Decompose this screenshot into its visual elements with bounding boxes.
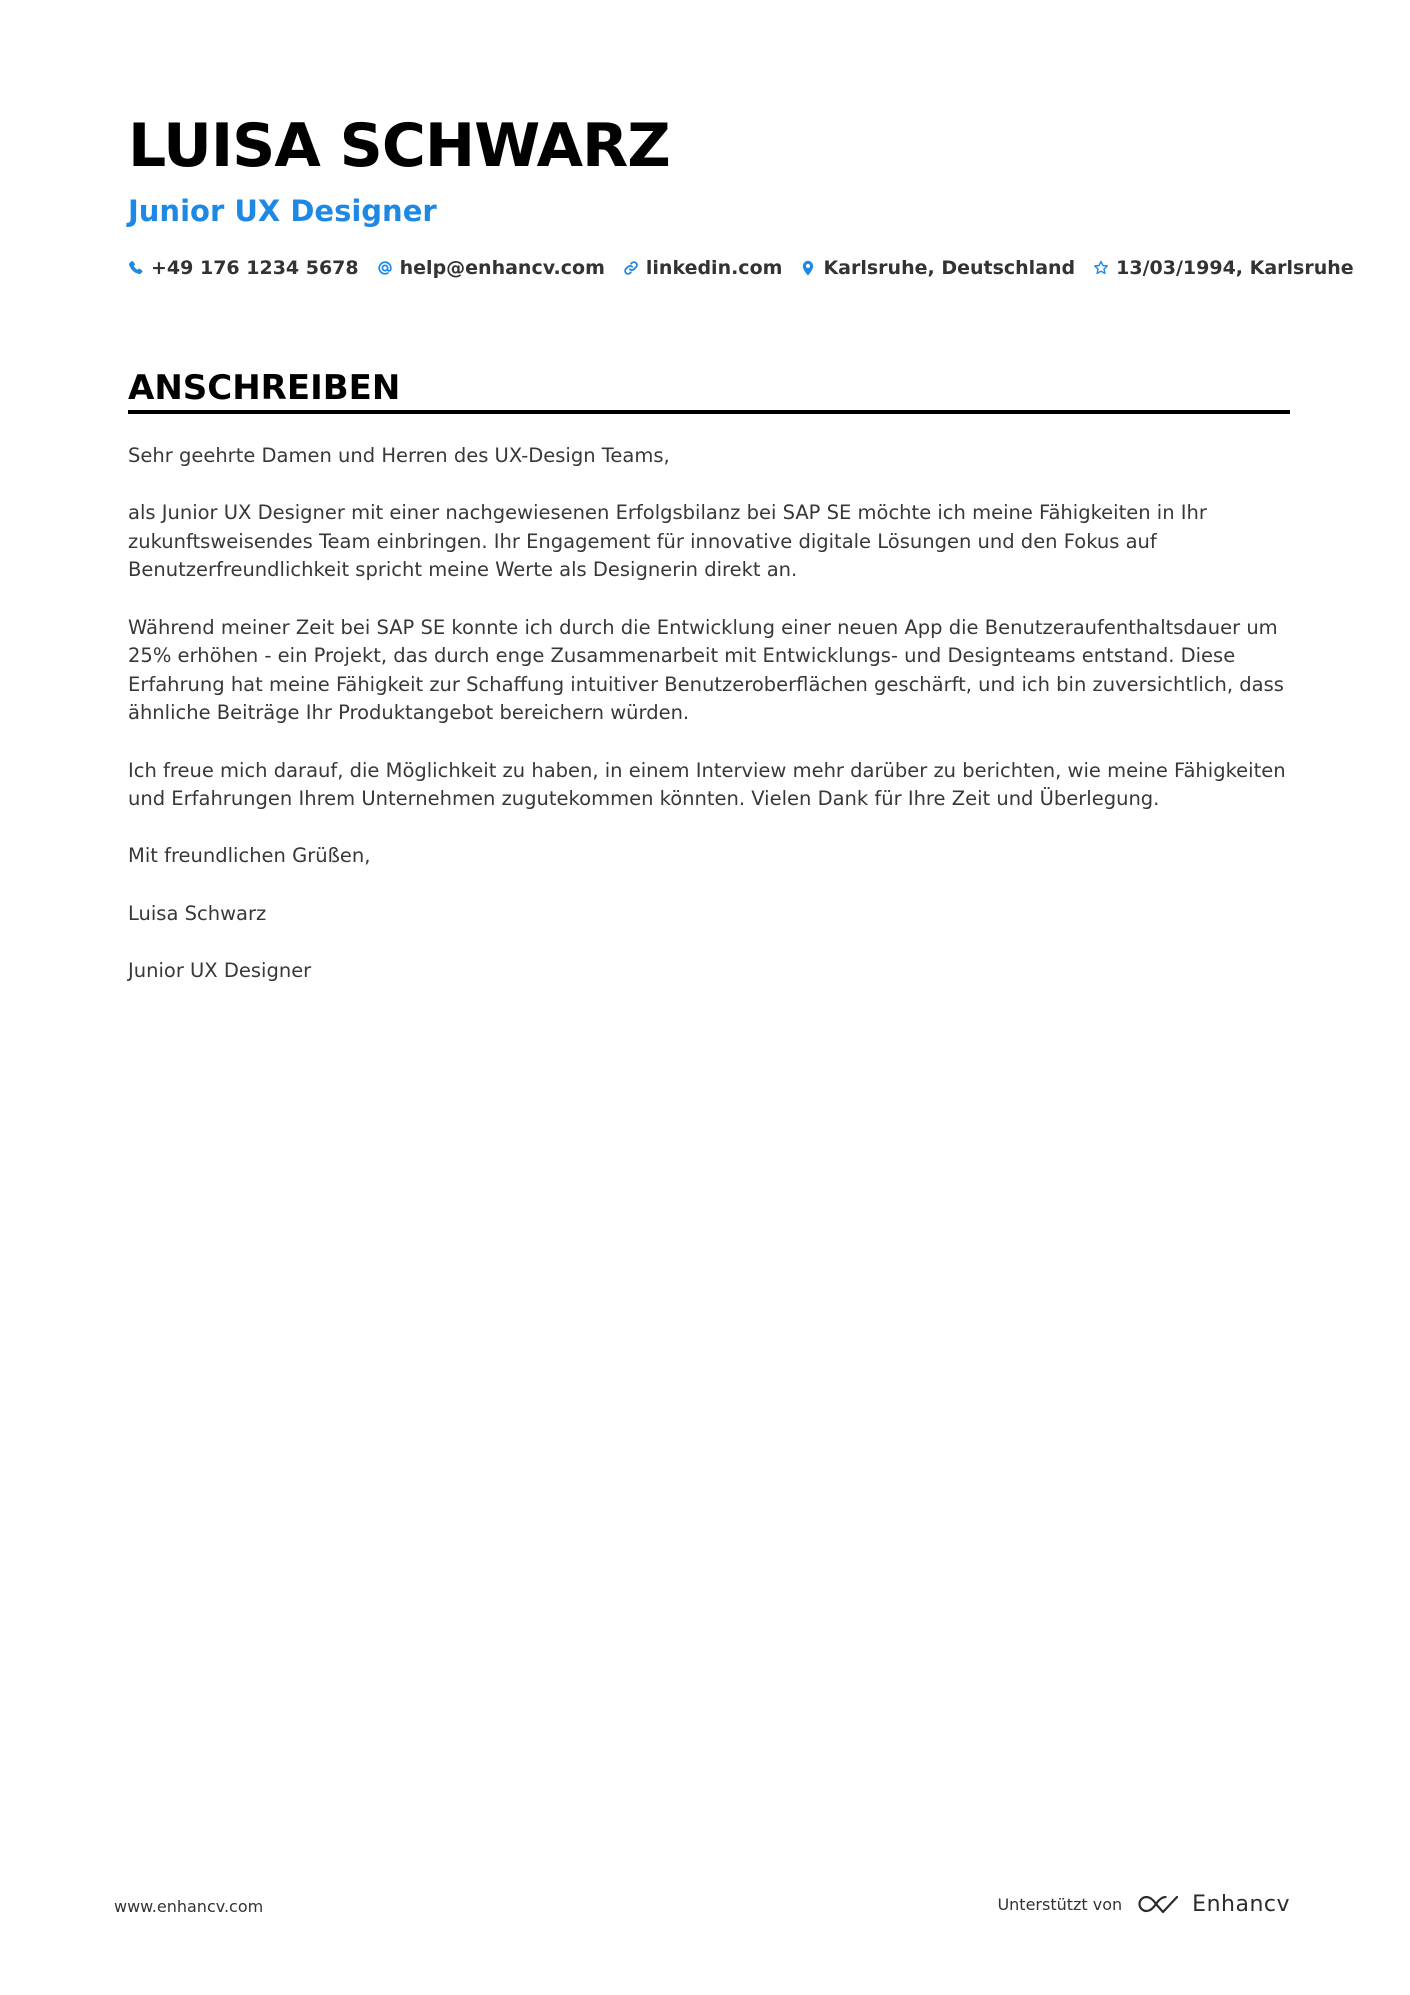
- letter-paragraph: Ich freue mich darauf, die Möglichkeit zu haben, in einem Interview mehr darüber zu berichten, wie meine Fähigkeiten und Erfahrungen Ihrem Unternehmen zugutekommen könnten. Vielen Dank für Ihre Zeit und Überlegung.: [128, 758, 1286, 811]
- contact-phone[interactable]: [128, 257, 359, 279]
- brand-name: Enhancv: [1192, 1891, 1290, 1917]
- contact-location: [800, 257, 1075, 279]
- phone-icon: [128, 260, 144, 276]
- footer-website-link[interactable]: www.enhancv.com: [114, 1897, 264, 1916]
- powered-by-label: Unterstützt von: [997, 1894, 1123, 1914]
- contact-linkedin[interactable]: [623, 257, 783, 279]
- contact-email[interactable]: [377, 257, 605, 279]
- contact-bar: [128, 253, 1372, 283]
- candidate-name: LUISA SCHWARZ: [128, 111, 670, 181]
- contact-birth-text: 13/03/1994, Karlsruhe: [1116, 257, 1354, 279]
- section-divider: [128, 410, 1290, 414]
- link-icon: [623, 260, 639, 276]
- contact-phone-text: +49 176 1234 5678: [151, 257, 359, 279]
- job-title: Junior UX Designer: [128, 194, 437, 228]
- letter-greeting: Sehr geehrte Damen und Herren des UX-Design Teams,: [128, 444, 670, 467]
- signature-title: Junior UX Designer: [128, 958, 312, 982]
- letter-paragraph: als Junior UX Designer mit einer nachgewiesenen Erfolgsbilanz bei SAP SE möchte ich meine Fähigkeiten in Ihr zukunftsweisendes Team einbringen. Ihr Engagement für innovative digitale Lösungen und den Fokus auf Benutzerfreundlichkeit spricht meine Werte als Designerin direkt an.: [128, 501, 1207, 582]
- contact-location-text: Karlsruhe, Deutschland: [823, 257, 1076, 279]
- enhancv-logo-icon: [1134, 1891, 1182, 1917]
- contact-linkedin-text: linkedin.com: [645, 257, 783, 279]
- signature-name: Luisa Schwarz: [128, 901, 267, 925]
- contact-email-text: help@enhancv.com: [399, 257, 605, 279]
- letter-closing: Mit freundlichen Grüßen,: [128, 844, 371, 868]
- location-pin-icon: [800, 260, 816, 276]
- footer-powered-by[interactable]: [997, 1889, 1290, 1919]
- letter-body: [128, 442, 1290, 1014]
- at-icon: [377, 260, 393, 276]
- contact-birth: [1093, 257, 1354, 279]
- section-title: ANSCHREIBEN: [128, 368, 401, 408]
- star-icon: [1093, 260, 1109, 276]
- letter-paragraph: Während meiner Zeit bei SAP SE konnte ich durch die Entwicklung einer neuen App die Benutzeraufenthaltsdauer um 25% erhöhen - ein Projekt, das durch enge Zusammenarbeit mit Entwicklungs- und Designteams entstand. Diese Erfahrung hat meine Fähigkeit zur Schaffung intuitiver Benutzeroberflächen geschärft, und ich bin zuversichtlich, dass ähnliche Beiträge Ihr Produktangebot bereichern würden.: [128, 615, 1284, 725]
